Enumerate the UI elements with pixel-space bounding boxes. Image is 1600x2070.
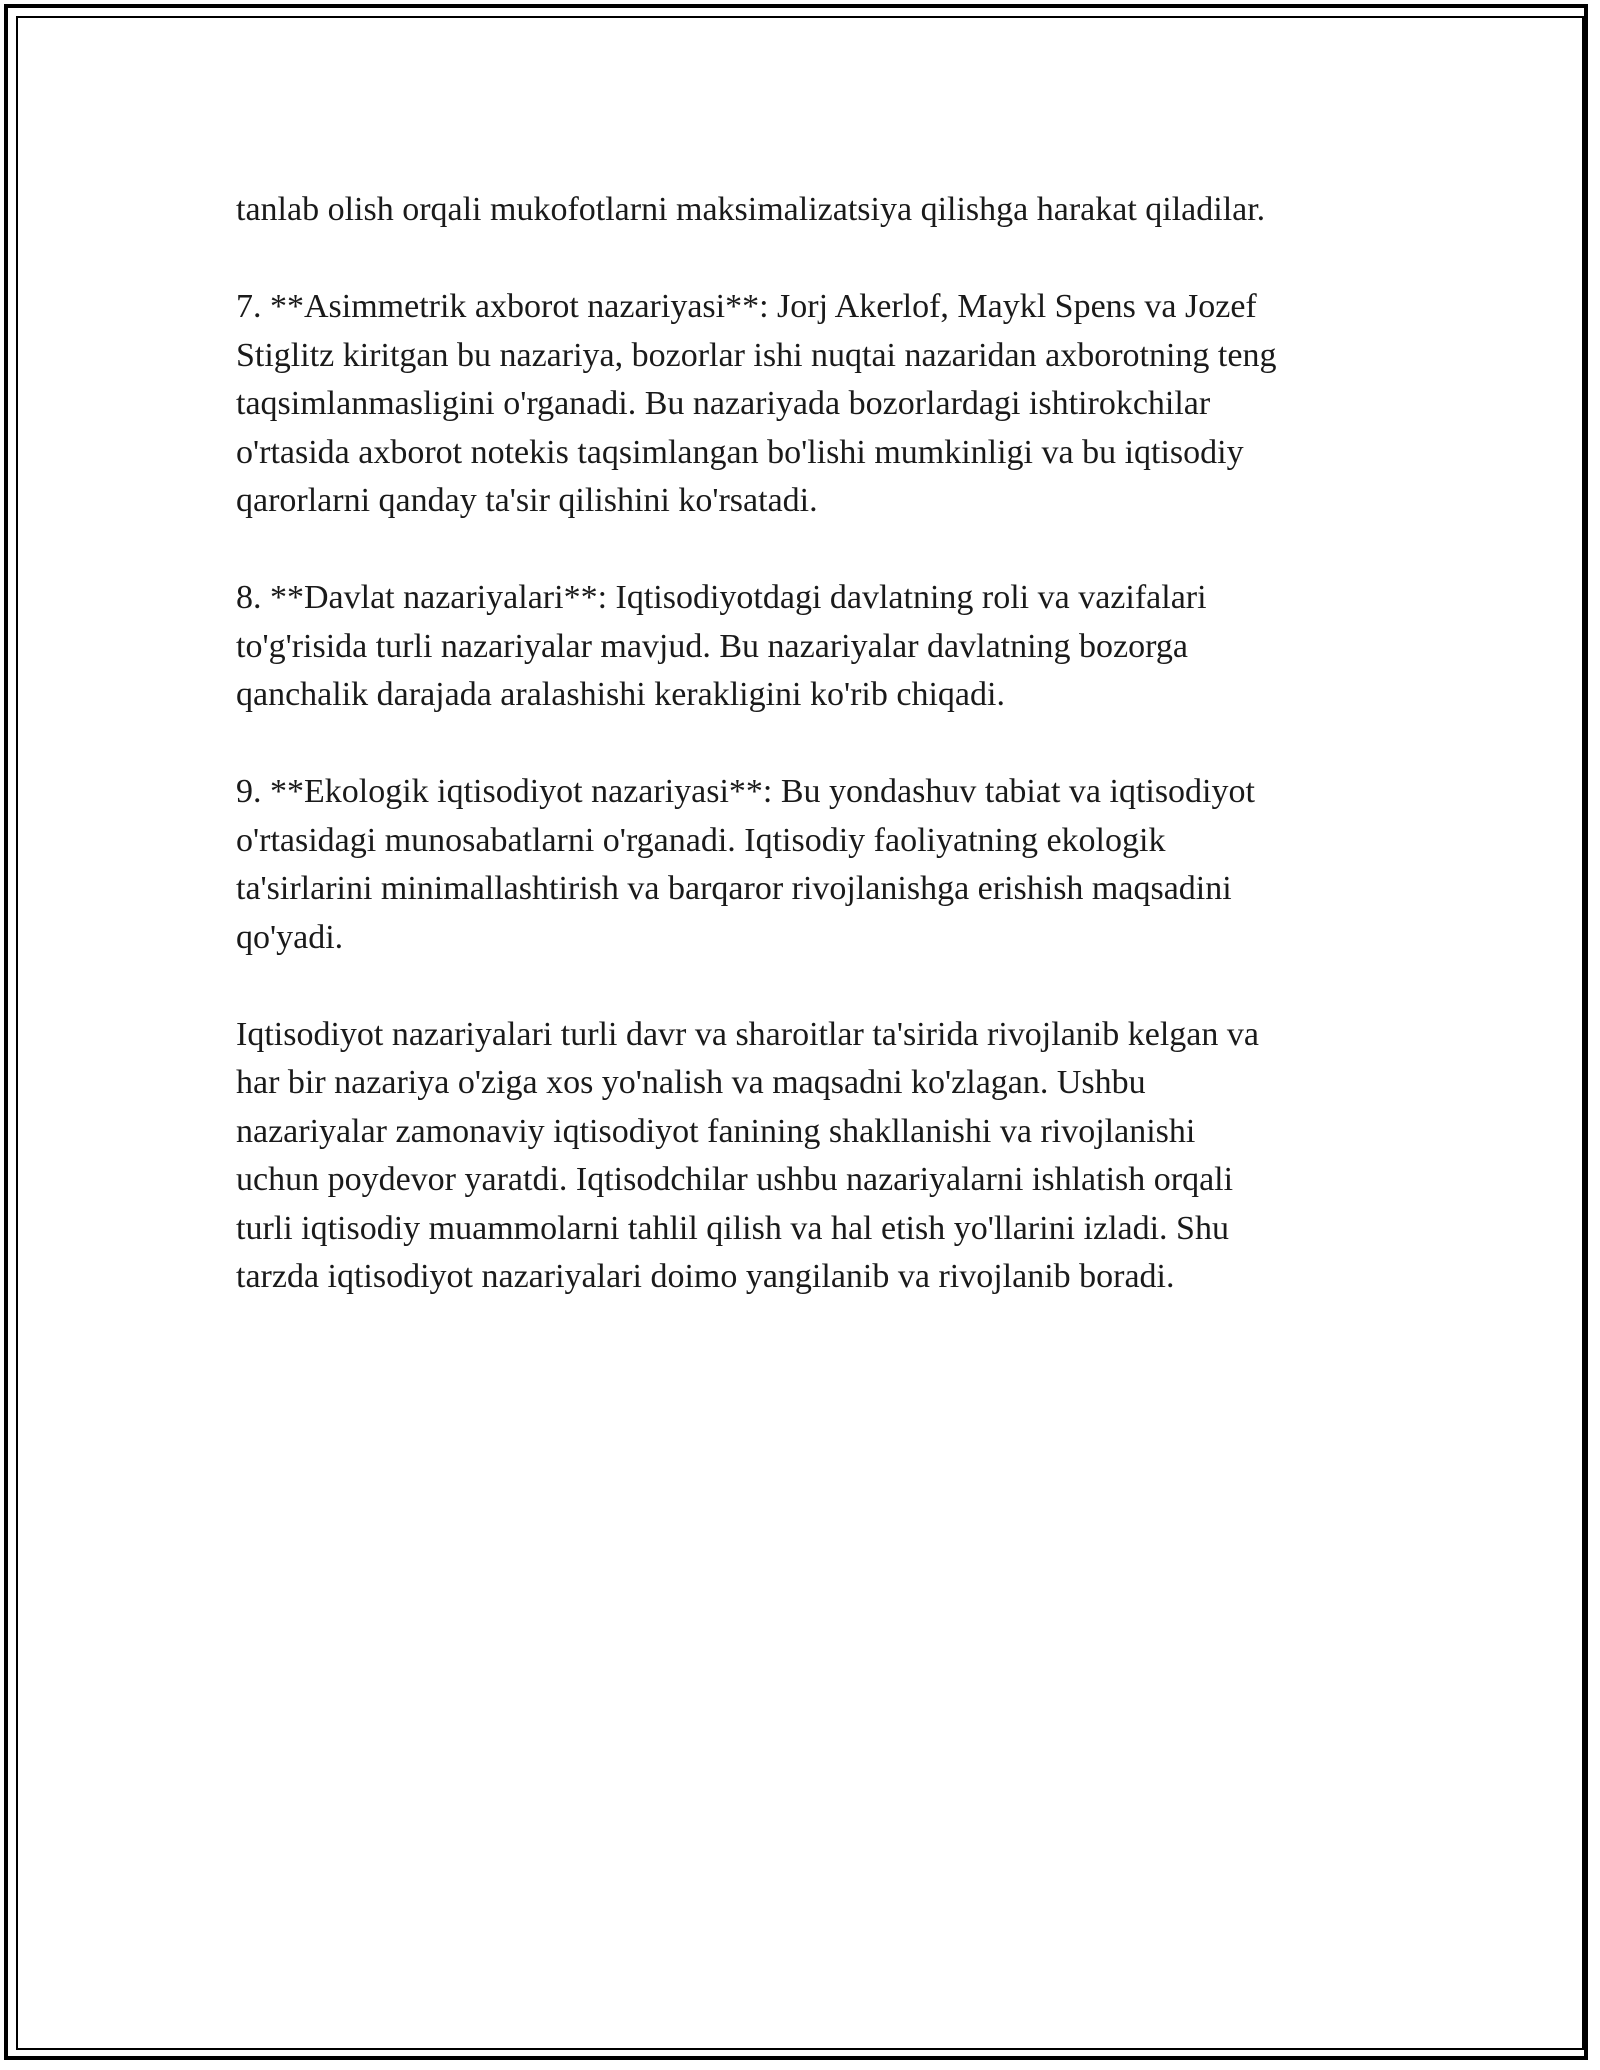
paragraph-continuation: tanlab olish orqali mukofotlarni maksimalizatsiya qilishga harakat qiladilar.: [236, 191, 1266, 228]
paragraph-ecological-economics-theory: 9. **Ekologik iqtisodiyot nazariyasi**: Bu yondashuv tabiat va iqtisodiyot o'rtasidagi munosabatlarni o'rganadi. Iqtisodiy faoliyatning ekologik ta'sirlarini minimallashtirish va barqaror rivojlanishga erishish maqsadini qo'yadi.: [236, 773, 1255, 956]
paragraph-conclusion: Iqtisodiyot nazariyalari turli davr va sharoitlar ta'sirida rivojlanib kelgan va har bir nazariya o'ziga xos yo'nalish va maqsadni ko'zlagan. Ushbu nazariyalar zamonaviy iqtisodiyot fanining shakllanishi va rivojlanishi uchun poydevor yaratdi. Iqtisodchilar ushbu nazariyalarni ishlatish orqali turli iqtisodiy muammolarni tahlil qilish va hal etish yo'llarini izladi. Shu tarzda iqtisodiyot nazariyalari doimo yangilanib va rivojlanib boradi.: [236, 1015, 1259, 1295]
paragraph-asymmetric-information-theory: 7. **Asimmetrik axborot nazariyasi**: Jorj Akerlof, Maykl Spens va Jozef Stiglitz kiritgan bu nazariya, bozorlar ishi nuqtai nazaridan axborotning teng taqsimlanmasligini o'rganadi. Bu nazariyada bozorlardagi ishtirokchilar o'rtasida axborot notekis taqsimlangan bo'lishi mumkinligi va bu iqtisodiy qarorlarni qanday ta'sir qilishini ko'rsatadi.: [236, 288, 1277, 519]
paragraph-state-theories: 8. **Davlat nazariyalari**: Iqtisodiyotdagi davlatning roli va vazifalari to'g'risida turli nazariyalar mavjud. Bu nazariyalar davlatning bozorga qanchalik darajada aralashishi kerakligini ko'rib chiqadi.: [236, 579, 1207, 713]
document-body: [236, 186, 1386, 1350]
